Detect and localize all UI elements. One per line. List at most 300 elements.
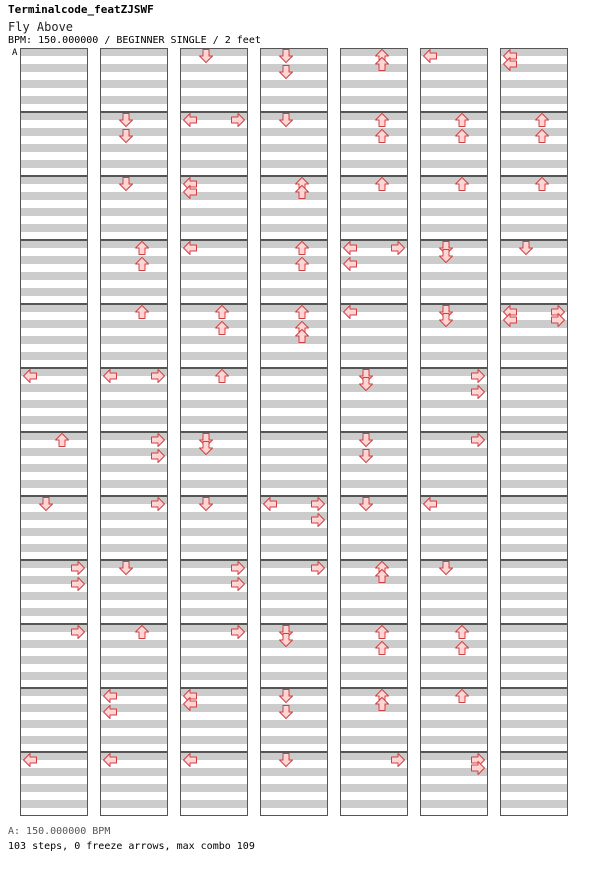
bpm-marker-label: A (12, 48, 18, 58)
beat-band (420, 256, 488, 264)
beat-band (260, 480, 328, 488)
beat-band (500, 704, 568, 712)
beat-band (260, 576, 328, 584)
beat-band (500, 512, 568, 520)
beat-band (420, 688, 488, 696)
beat-band (420, 240, 488, 248)
beat-band (180, 480, 248, 488)
beat-band (420, 144, 488, 152)
beat-band (180, 608, 248, 616)
beat-band (100, 416, 168, 424)
beat-band (500, 368, 568, 376)
beat-band (500, 384, 568, 392)
beat-band (180, 736, 248, 744)
beat-band (260, 256, 328, 264)
beat-band (340, 192, 408, 200)
beat-band (340, 288, 408, 296)
measure (20, 496, 88, 560)
beat-band (100, 64, 168, 72)
beat-band (100, 208, 168, 216)
beat-band (340, 144, 408, 152)
beat-band (20, 112, 88, 120)
beat-band (260, 144, 328, 152)
measure (260, 368, 328, 432)
beat-band (500, 608, 568, 616)
beat-band (180, 208, 248, 216)
beat-band (100, 400, 168, 408)
beat-band (20, 64, 88, 72)
beat-band (340, 592, 408, 600)
beat-band (20, 192, 88, 200)
beat-band (260, 752, 328, 760)
measure (260, 624, 328, 688)
measure (20, 240, 88, 304)
beat-band (180, 512, 248, 520)
beat-band (340, 64, 408, 72)
beat-band (500, 768, 568, 776)
beat-band (20, 336, 88, 344)
measure (20, 48, 88, 112)
beat-band (100, 768, 168, 776)
beat-band (340, 656, 408, 664)
beat-band (20, 464, 88, 472)
beat-band (20, 640, 88, 648)
beat-band (500, 240, 568, 248)
beat-band (260, 272, 328, 280)
measure (180, 432, 248, 496)
song-title: Fly Above (8, 20, 74, 34)
beat-band (420, 448, 488, 456)
measure (500, 368, 568, 432)
beat-band (500, 96, 568, 104)
beat-band (340, 352, 408, 360)
beat-band (20, 480, 88, 488)
beat-band (100, 144, 168, 152)
beat-band (340, 384, 408, 392)
beat-band (20, 80, 88, 88)
beat-band (500, 672, 568, 680)
beat-band (100, 112, 168, 120)
beat-band (420, 672, 488, 680)
beat-band (100, 800, 168, 808)
beat-band (180, 800, 248, 808)
beat-band (420, 544, 488, 552)
measure (500, 112, 568, 176)
beat-band (420, 576, 488, 584)
beat-band (420, 320, 488, 328)
measure (500, 624, 568, 688)
measure (340, 432, 408, 496)
beat-band (420, 304, 488, 312)
measure (340, 688, 408, 752)
beat-band (500, 496, 568, 504)
beat-band (420, 608, 488, 616)
beat-band (100, 256, 168, 264)
beat-band (260, 464, 328, 472)
beat-band (20, 608, 88, 616)
bpm-legend: A: 150.000000 BPM (8, 826, 111, 837)
beat-band (20, 240, 88, 248)
beat-band (100, 608, 168, 616)
beat-band (340, 208, 408, 216)
beat-band (20, 96, 88, 104)
beat-band (420, 192, 488, 200)
beat-band (100, 544, 168, 552)
chart-info: BPM: 150.000000 / BEGINNER SINGLE / 2 feet (8, 35, 261, 46)
beat-band (100, 736, 168, 744)
beat-band (260, 448, 328, 456)
beat-band (500, 400, 568, 408)
beat-band (340, 496, 408, 504)
beat-band (340, 128, 408, 136)
beat-band (340, 704, 408, 712)
beat-band (340, 112, 408, 120)
beat-band (340, 528, 408, 536)
beat-band (500, 448, 568, 456)
beat-band (100, 480, 168, 488)
measure (500, 240, 568, 304)
beat-band (260, 64, 328, 72)
beat-band (20, 736, 88, 744)
beat-band (340, 736, 408, 744)
beat-band (20, 672, 88, 680)
measure (500, 560, 568, 624)
beat-band (100, 240, 168, 248)
beat-band (260, 416, 328, 424)
beat-band (260, 800, 328, 808)
beat-band (340, 320, 408, 328)
beat-band (100, 720, 168, 728)
beat-band (180, 352, 248, 360)
beat-band (20, 528, 88, 536)
beat-band (260, 608, 328, 616)
beat-band (180, 672, 248, 680)
beat-band (340, 608, 408, 616)
beat-band (20, 416, 88, 424)
beat-band (420, 400, 488, 408)
beat-band (100, 528, 168, 536)
beat-band (180, 720, 248, 728)
beat-band (420, 272, 488, 280)
beat-band (420, 800, 488, 808)
beat-band (500, 784, 568, 792)
beat-band (420, 560, 488, 568)
beat-band (500, 736, 568, 744)
beat-band (500, 592, 568, 600)
beat-band (260, 640, 328, 648)
beat-band (260, 304, 328, 312)
beat-band (180, 272, 248, 280)
beat-band (20, 48, 88, 56)
measure (20, 112, 88, 176)
beat-band (500, 80, 568, 88)
measure (180, 368, 248, 432)
beat-band (260, 592, 328, 600)
beat-band (420, 208, 488, 216)
beat-band (340, 224, 408, 232)
beat-band (100, 592, 168, 600)
beat-band (180, 768, 248, 776)
beat-band (260, 176, 328, 184)
beat-band (20, 128, 88, 136)
beat-band (260, 368, 328, 376)
measure (340, 496, 408, 560)
beat-band (100, 512, 168, 520)
beat-band (180, 784, 248, 792)
beat-band (340, 672, 408, 680)
beat-band (420, 704, 488, 712)
beat-band (180, 336, 248, 344)
measure (260, 304, 328, 368)
beat-band (340, 96, 408, 104)
beat-band (420, 784, 488, 792)
beat-band (260, 96, 328, 104)
beat-band (180, 496, 248, 504)
measure (500, 496, 568, 560)
beat-band (20, 208, 88, 216)
measure (20, 688, 88, 752)
beat-band (500, 560, 568, 568)
beat-band (340, 720, 408, 728)
beat-band (100, 192, 168, 200)
beat-band (180, 304, 248, 312)
chart-stats: 103 steps, 0 freeze arrows, max combo 109 (8, 841, 255, 852)
beat-band (100, 80, 168, 88)
beat-band (340, 48, 408, 56)
beat-band (500, 352, 568, 360)
beat-band (20, 512, 88, 520)
beat-band (420, 336, 488, 344)
beat-band (20, 544, 88, 552)
beat-band (260, 528, 328, 536)
beat-band (420, 736, 488, 744)
beat-band (100, 48, 168, 56)
beat-band (340, 624, 408, 632)
beat-band (420, 352, 488, 360)
beat-band (260, 736, 328, 744)
beat-band (20, 176, 88, 184)
beat-band (500, 224, 568, 232)
beat-band (500, 256, 568, 264)
beat-band (500, 752, 568, 760)
measure (340, 624, 408, 688)
beat-band (20, 496, 88, 504)
measure (20, 176, 88, 240)
beat-band (340, 176, 408, 184)
beat-band (260, 432, 328, 440)
beat-band (500, 192, 568, 200)
beat-band (260, 160, 328, 168)
beat-band (100, 320, 168, 328)
beat-band (340, 784, 408, 792)
beat-band (340, 480, 408, 488)
beat-band (340, 544, 408, 552)
beat-band (100, 352, 168, 360)
beat-band (100, 272, 168, 280)
beat-band (420, 512, 488, 520)
beat-band (180, 640, 248, 648)
beat-band (420, 416, 488, 424)
beat-band (20, 656, 88, 664)
beat-band (260, 400, 328, 408)
beat-band (420, 640, 488, 648)
beat-band (260, 320, 328, 328)
beat-band (260, 288, 328, 296)
beat-band (420, 464, 488, 472)
measure (340, 112, 408, 176)
beat-band (20, 144, 88, 152)
beat-band (500, 528, 568, 536)
beat-band (340, 688, 408, 696)
beat-band (100, 96, 168, 104)
beat-band (180, 416, 248, 424)
measure (260, 176, 328, 240)
beat-band (340, 272, 408, 280)
beat-band (340, 416, 408, 424)
beat-band (500, 112, 568, 120)
beat-band (260, 704, 328, 712)
beat-band (180, 144, 248, 152)
beat-band (180, 256, 248, 264)
beat-band (20, 784, 88, 792)
beat-band (420, 96, 488, 104)
beat-band (180, 96, 248, 104)
beat-band (500, 144, 568, 152)
measure (260, 240, 328, 304)
beat-band (20, 320, 88, 328)
measure (420, 240, 488, 304)
beat-band (340, 400, 408, 408)
beat-band (180, 544, 248, 552)
beat-band (100, 656, 168, 664)
beat-band (20, 288, 88, 296)
beat-band (500, 128, 568, 136)
beat-band (180, 400, 248, 408)
measure (100, 48, 168, 112)
beat-band (420, 224, 488, 232)
measure (340, 48, 408, 112)
beat-band (180, 80, 248, 88)
beat-band (180, 224, 248, 232)
beat-band (260, 112, 328, 120)
beat-band (420, 528, 488, 536)
beat-band (500, 688, 568, 696)
beat-band (420, 176, 488, 184)
beat-band (180, 368, 248, 376)
beat-band (20, 352, 88, 360)
beat-band (340, 560, 408, 568)
beat-band (340, 160, 408, 168)
measure (260, 112, 328, 176)
beat-band (100, 160, 168, 168)
measure (420, 688, 488, 752)
beat-band (500, 288, 568, 296)
beat-band (340, 576, 408, 584)
measure (420, 560, 488, 624)
measure (180, 48, 248, 112)
beat-band (180, 528, 248, 536)
beat-band (340, 80, 408, 88)
measure (340, 560, 408, 624)
beat-band (20, 160, 88, 168)
measure (500, 688, 568, 752)
beat-band (420, 160, 488, 168)
beat-band (180, 320, 248, 328)
beat-band (20, 704, 88, 712)
beat-band (100, 336, 168, 344)
beat-band (500, 272, 568, 280)
beat-band (420, 80, 488, 88)
measure (180, 304, 248, 368)
beat-band (420, 480, 488, 488)
measure (260, 752, 328, 816)
measure (100, 624, 168, 688)
measure (500, 176, 568, 240)
measure (100, 560, 168, 624)
beat-band (500, 416, 568, 424)
beat-band (180, 656, 248, 664)
beat-band (180, 448, 248, 456)
beat-band (20, 768, 88, 776)
beat-band (500, 432, 568, 440)
beat-band (260, 624, 328, 632)
beat-band (260, 784, 328, 792)
beat-band (420, 592, 488, 600)
beat-band (500, 176, 568, 184)
beat-band (100, 224, 168, 232)
beat-band (260, 208, 328, 216)
beat-band (20, 448, 88, 456)
beat-band (500, 656, 568, 664)
measure (100, 176, 168, 240)
beat-band (260, 688, 328, 696)
measure (180, 496, 248, 560)
beat-band (180, 592, 248, 600)
beat-band (100, 304, 168, 312)
beat-band (20, 256, 88, 264)
beat-band (100, 288, 168, 296)
beat-band (340, 512, 408, 520)
beat-band (260, 768, 328, 776)
beat-band (100, 576, 168, 584)
beat-band (500, 640, 568, 648)
measure (420, 176, 488, 240)
beat-band (180, 384, 248, 392)
beat-band (20, 224, 88, 232)
beat-band (260, 80, 328, 88)
measure (420, 112, 488, 176)
beat-band (20, 304, 88, 312)
beat-band (500, 208, 568, 216)
beat-band (260, 672, 328, 680)
beat-band (100, 624, 168, 632)
beat-band (180, 288, 248, 296)
measure (420, 304, 488, 368)
beat-band (260, 240, 328, 248)
beat-band (340, 640, 408, 648)
beat-band (260, 656, 328, 664)
beat-band (500, 336, 568, 344)
beat-band (20, 720, 88, 728)
measure (500, 752, 568, 816)
beat-band (260, 720, 328, 728)
beat-band (500, 544, 568, 552)
measure (260, 688, 328, 752)
measure (420, 624, 488, 688)
measure (20, 304, 88, 368)
measure (340, 368, 408, 432)
beat-band (420, 112, 488, 120)
